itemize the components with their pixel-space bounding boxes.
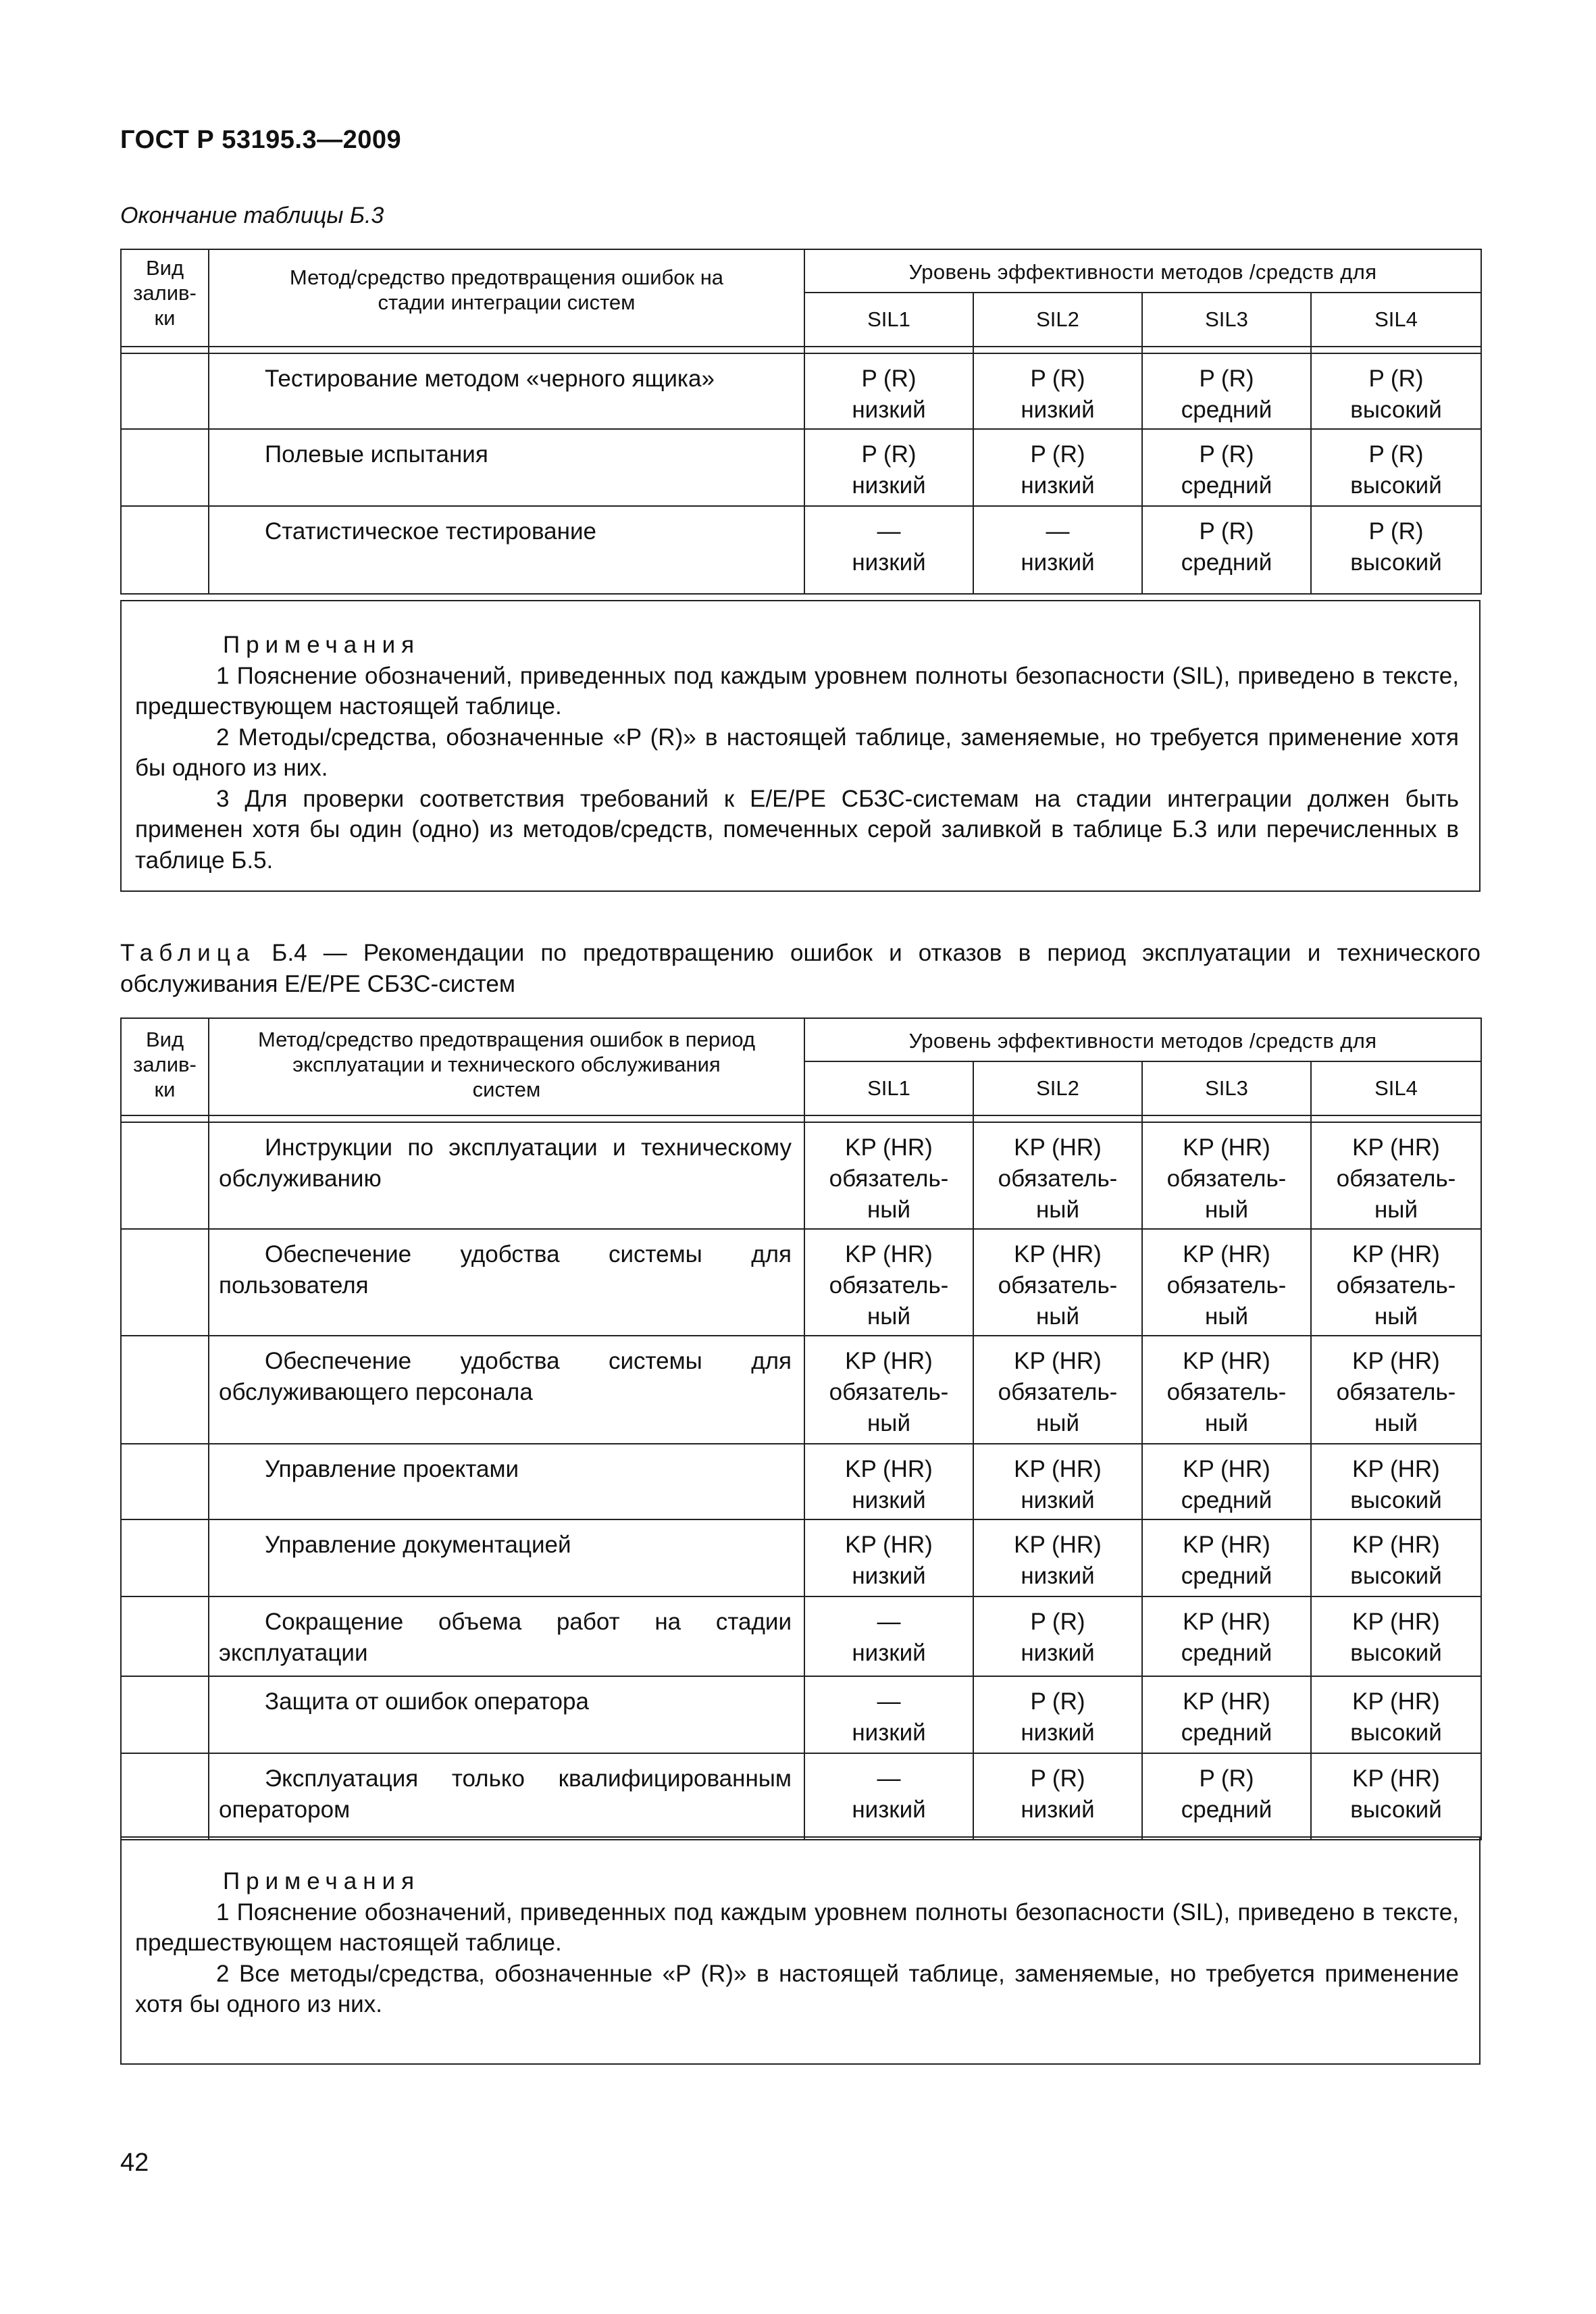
sil3-cell: P (R) средний [1142,1753,1311,1840]
table-row [121,1753,1481,1840]
sil2-cell: KP (HR) обязатель- ный [973,1229,1142,1336]
sil4-cell: KP (HR) высокий [1311,1519,1481,1596]
fill-cell [121,1753,209,1840]
sil4-cell: KP (HR) высокий [1311,1753,1481,1840]
sil1-cell: P (R) низкий [804,353,973,429]
note-item: 1 Пояснение обозначений, приведенных под каждым уровнем полноты безопасности (SIL), приведено в тексте, предшествующем настоящей таблице. [135,1898,1459,1956]
method-cell: Статистическое тестирование [209,506,804,594]
method-column-header: Метод/средство предотвращения ошибок на стадии интеграции систем [209,249,804,347]
table-row [121,1336,1481,1444]
method-cell: Управление документацией [209,1519,804,1596]
sil3-cell: P (R) средний [1142,353,1311,429]
method-cell: Управление проектами [209,1444,804,1519]
sil3-cell: KP (HR) обязатель- ный [1142,1229,1311,1336]
sil3-cell: P (R) средний [1142,429,1311,506]
method-cell: Инструкции по эксплуатации и техническому обслуживанию [209,1122,804,1229]
sil4-cell: KP (HR) обязатель- ный [1311,1336,1481,1444]
table-b4-title-text: Б.4 — Рекомендации по предотвращению ошибок и отказов в период эксплуатации и технического обслуживания E/E/PE СБЗС-систем [120,940,1481,997]
table-label: Таблица [120,940,256,966]
method-cell: Обеспечение удобства системы для обслуживающего персонала [209,1336,804,1444]
fill-cell [121,1122,209,1229]
sil2-cell: P (R) низкий [973,429,1142,506]
sil1-cell: P (R) низкий [804,429,973,506]
sil3-cell: KP (HR) обязатель- ный [1142,1122,1311,1229]
table-row [121,506,1481,594]
sil4-cell: P (R) высокий [1311,429,1481,506]
sil4-header: SIL4 [1311,1061,1481,1115]
sil3-cell: KP (HR) средний [1142,1596,1311,1676]
note-item: 2 Методы/средства, обозначенные «P (R)» в настоящей таблице, заменяемые, но требуется применение хотя бы одного из них. [135,724,1459,781]
fill-cell [121,1229,209,1336]
sil2-cell: KP (HR) обязатель- ный [973,1336,1142,1444]
table-b3 [120,249,1482,595]
table-row [121,1444,1481,1519]
sil2-cell: P (R) низкий [973,1676,1142,1753]
method-cell: Обеспечение удобства системы для пользователя [209,1229,804,1336]
sil4-cell: P (R) высокий [1311,353,1481,429]
sil1-cell: KP (HR) обязатель- ный [804,1122,973,1229]
sil2-cell: KP (HR) обязатель- ный [973,1122,1142,1229]
sil2-header: SIL2 [973,293,1142,347]
sil1-cell: KP (HR) низкий [804,1519,973,1596]
fill-cell [121,429,209,506]
sil2-header: SIL2 [973,1061,1142,1115]
sil4-cell: P (R) высокий [1311,506,1481,594]
sil1-header: SIL1 [804,293,973,347]
sil1-cell: KP (HR) обязатель- ный [804,1336,973,1444]
table-row [121,1676,1481,1753]
sil2-cell: — низкий [973,506,1142,594]
method-column-header: Метод/средство предотвращения ошибок в период эксплуатации и технического обслуживания систем [209,1018,804,1115]
sil3-header: SIL3 [1142,1061,1311,1115]
table-b4 [120,1017,1482,1840]
sil1-cell: — низкий [804,1596,973,1676]
fill-cell [121,1336,209,1444]
sil3-cell: P (R) средний [1142,506,1311,594]
sil1-cell: — низкий [804,506,973,594]
sil3-cell: KP (HR) средний [1142,1676,1311,1753]
sil4-header: SIL4 [1311,293,1481,347]
note-item: 3 Для проверки соответствия требований к E/E/PE СБЗС-системам на стадии интеграции должен быть применен хотя бы один (одно) из методов/средств, помеченных серой заливкой в таблице Б.3 или перечисленных в таблице Б.5. [135,785,1459,874]
level-header: Уровень эффективности методов /средств для [804,1018,1481,1061]
note-item: 2 Все методы/средства, обозначенные «P (R)» в настоящей таблице, заменяемые, но требуется применение хотя бы одного из них. [135,1960,1459,2017]
fill-cell [121,1596,209,1676]
table-row [121,429,1481,506]
notes-title: Примечания [223,1868,421,1894]
level-header: Уровень эффективности методов /средств для [804,249,1481,293]
table-b3-notes [120,600,1481,892]
table-row [121,353,1481,429]
sil1-cell: — низкий [804,1676,973,1753]
method-cell: Тестирование методом «черного ящика» [209,353,804,429]
sil4-cell: KP (HR) обязатель- ный [1311,1122,1481,1229]
table-row [121,1122,1481,1229]
page-number: 42 [120,2148,149,2177]
sil3-header: SIL3 [1142,293,1311,347]
table-b3-caption: Окончание таблицы Б.3 [120,203,384,228]
note-item: 1 Пояснение обозначений, приведенных под каждым уровнем полноты безопасности (SIL), приведено в тексте, предшествующем настоящей таблице. [135,662,1459,720]
fill-cell [121,353,209,429]
sil4-cell: KP (HR) высокий [1311,1444,1481,1519]
fill-column-header: Вид залив- ки [121,1018,209,1115]
sil1-header: SIL1 [804,1061,973,1115]
fill-column-header: Вид залив- ки [121,249,209,347]
sil3-cell: KP (HR) средний [1142,1444,1311,1519]
table-row [121,1519,1481,1596]
sil1-cell: KP (HR) обязатель- ный [804,1229,973,1336]
sil2-cell: P (R) низкий [973,1596,1142,1676]
method-cell: Защита от ошибок оператора [209,1676,804,1753]
method-cell: Полевые испытания [209,429,804,506]
notes-title: Примечания [223,632,421,658]
sil2-cell: KP (HR) низкий [973,1444,1142,1519]
method-cell: Эксплуатация только квалифицированным оператором [209,1753,804,1840]
sil4-cell: KP (HR) высокий [1311,1596,1481,1676]
sil1-cell: — низкий [804,1753,973,1840]
sil2-cell: P (R) низкий [973,353,1142,429]
table-row [121,1229,1481,1336]
table-row [121,1596,1481,1676]
sil3-cell: KP (HR) средний [1142,1519,1311,1596]
document-code: ГОСТ Р 53195.3—2009 [120,126,402,154]
fill-cell [121,1676,209,1753]
sil4-cell: KP (HR) высокий [1311,1676,1481,1753]
sil4-cell: KP (HR) обязатель- ный [1311,1229,1481,1336]
fill-cell [121,1519,209,1596]
sil1-cell: KP (HR) низкий [804,1444,973,1519]
fill-cell [121,1444,209,1519]
sil2-cell: KP (HR) низкий [973,1519,1142,1596]
method-cell: Сокращение объема работ на стадии эксплуатации [209,1596,804,1676]
table-b4-title [120,938,1481,1000]
sil3-cell: KP (HR) обязатель- ный [1142,1336,1311,1444]
sil2-cell: P (R) низкий [973,1753,1142,1840]
fill-cell [121,506,209,594]
table-b4-notes [120,1836,1481,2065]
